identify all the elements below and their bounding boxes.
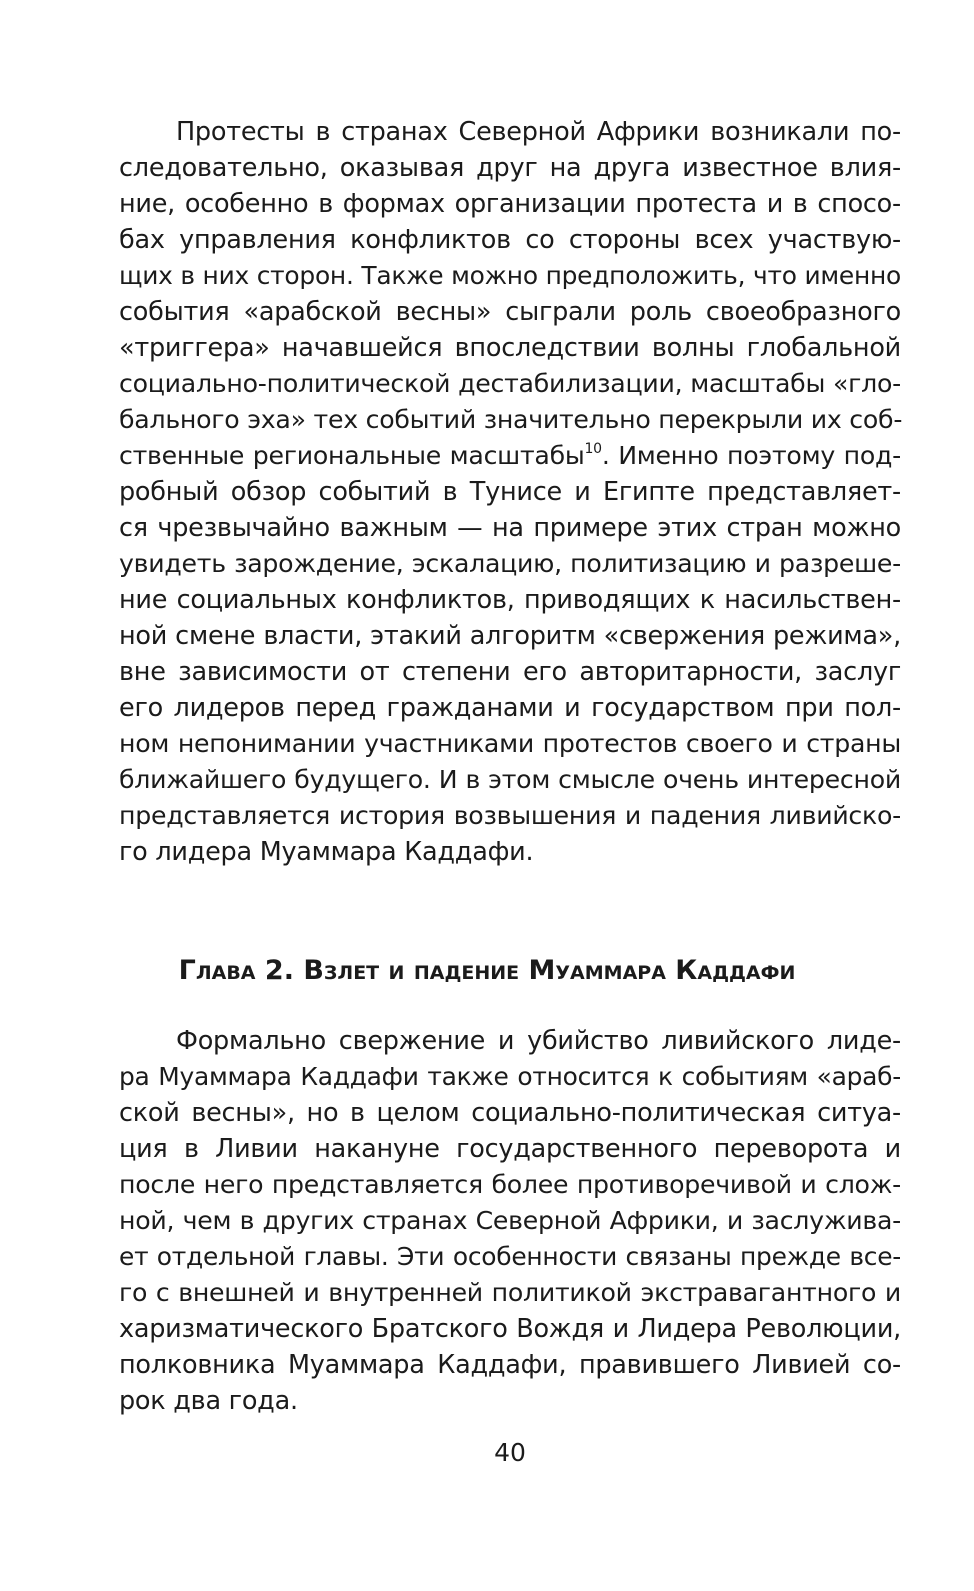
paragraph-1-line-13: увидеть зарождение, эскалацию, политизацию и разреше- (119, 549, 901, 578)
paragraph-1-line-9: бального эха» тех событий значительно перекрыли их соб- (119, 405, 903, 434)
footnote-ref: 10 (584, 440, 602, 457)
paragraph-1-line-21: го лидера Муаммара Каддафи. (119, 837, 534, 867)
paragraph-2-line-11: рок два года. (119, 1386, 298, 1416)
paragraph-2-line-9: харизматического Братского Вождя и Лидера Революции, (119, 1314, 901, 1344)
paragraph-2-line-1: Формально свержение и убийство ливийского лиде- (176, 1026, 901, 1056)
paragraph-1-line-7: «триггера» начавшейся впоследствии волны глобальной (119, 333, 901, 363)
paragraph-1-line-8: социально-политической дестабилизации, масштабы «гло- (119, 369, 901, 398)
paragraph-1-line-4: бах управления конфликтов со стороны всех участвую- (119, 225, 901, 255)
paragraph-1-line-15: ной смене власти, этакий алгоритм «свержения режима», (119, 621, 901, 651)
paragraph-1-line-2: следовательно, оказывая друг на друга известное влия- (119, 153, 901, 183)
paragraph-1-line-10 (119, 438, 901, 474)
paragraph-1-line-11: робный обзор событий в Тунисе и Египте представляет- (119, 477, 901, 507)
paragraph-2-line-3: ской весны», но в целом социально-политическая ситуа- (119, 1098, 901, 1128)
paragraph-1-line-20: представляется история возвышения и падения ливийско- (119, 801, 901, 830)
paragraph-2-line-10: полковника Муаммара Каддафи, правившего Ливией со- (119, 1350, 901, 1380)
paragraph-2-line-2: ра Муаммара Каддафи также относится к событиям «араб- (119, 1062, 901, 1091)
paragraph-1-line-6: события «арабской весны» сыграли роль своеобразного (119, 297, 901, 327)
chapter-heading: Глава 2. Взлет и падение Муаммара Каддафи (178, 955, 796, 986)
page-number: 40 (494, 1438, 526, 1467)
paragraph-2-line-6: ной, чем в других странах Северной Африки, и заслужива- (119, 1206, 901, 1235)
paragraph-2-line-4: ция в Ливии накануне государственного переворота и (119, 1134, 901, 1164)
paragraph-2-line-7: ет отдельной главы. Эти особенности связаны прежде все- (119, 1242, 901, 1271)
paragraph-1-line-5: щих в них сторон. Также можно предположить, что именно (119, 261, 901, 290)
paragraph-1-line-19: ближайшего будущего. И в этом смысле очень интересной (119, 765, 901, 794)
paragraph-1-line-16: вне зависимости от степени его авторитарности, заслуг (119, 657, 901, 687)
line-10-tail: . Именно поэтому под- (601, 441, 901, 470)
paragraph-1-line-14: ние социальных конфликтов, приводящих к насильствен- (119, 585, 901, 615)
paragraph-2-line-8: го с внешней и внутренней политикой экстравагантного и (119, 1278, 901, 1307)
page-number-container (0, 1435, 974, 1471)
paragraph-2-line-5: после него представляется более противоречивой и слож- (119, 1170, 901, 1199)
paragraph-1-line-3: ние, особенно в формах организации протеста и в спосо- (119, 189, 901, 219)
line-10-text: ственные региональные масштабы (119, 441, 585, 470)
paragraph-1-line-18: ном непонимании участниками протестов своего и страны (119, 729, 901, 758)
paragraph-1-line-12: ся чрезвычайно важным — на примере этих стран можно (119, 513, 901, 543)
paragraph-1-line-1: Протесты в странах Северной Африки возникали по- (176, 117, 901, 147)
paragraph-1-line-17: его лидеров перед гражданами и государством при пол- (119, 693, 901, 723)
